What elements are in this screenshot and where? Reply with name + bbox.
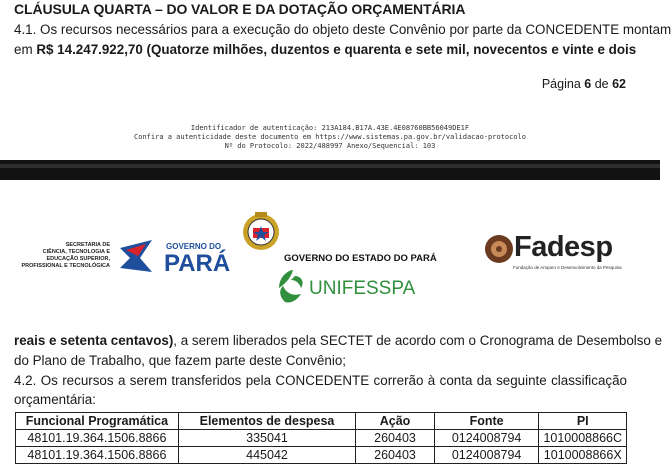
cell-pi: 1010008866X bbox=[539, 447, 627, 464]
col-header-elementos: Elementos de despesa bbox=[178, 413, 355, 430]
col-header-pi: PI bbox=[539, 413, 627, 430]
sectet-line-3: EDUCAÇÃO SUPERIOR, bbox=[46, 256, 110, 262]
fadesp-subtitle: Fundação de Amparo e Desenvolvimento da Pesquisa bbox=[513, 265, 622, 270]
cell-acao: 260403 bbox=[356, 430, 435, 447]
governo-para-logo bbox=[118, 238, 238, 277]
unifesspa-logo bbox=[275, 266, 416, 306]
para-star-shape bbox=[120, 240, 152, 272]
coat-of-arms-crown bbox=[255, 212, 267, 217]
auth-verify-url: Confira a autenticidade deste documento em https://www.sistemas.pa.gov.br/validacao-protocolo bbox=[134, 133, 526, 141]
cell-funcional: 48101.19.364.1506.8866 bbox=[16, 447, 179, 464]
unifesspa-leaf-bottom bbox=[280, 286, 301, 303]
paragraph-4-1-amount: R$ 14.247.922,70 (Quatorze milhões, duzentos e quarenta e sete mil, novecentos e vinte e dois bbox=[36, 42, 637, 57]
sectet-line-4: PROFISSIONAL E TECNOLÓGICA bbox=[21, 263, 110, 269]
clause-heading: CLÁUSULA QUARTA – DO VALOR E DA DOTAÇÃO ORÇAMENTÁRIA bbox=[14, 1, 466, 17]
fadesp-emblem-core bbox=[496, 246, 502, 252]
sectet-line-1: SECRETARIA DE bbox=[65, 242, 110, 248]
auth-protocol: Nº do Protocolo: 2022/488997 Anexo/Sequencial: 103 bbox=[224, 142, 436, 150]
continuation-line1 bbox=[14, 333, 663, 348]
table-row bbox=[16, 430, 627, 447]
col-header-funcional: Funcional Programática bbox=[16, 413, 179, 430]
paragraph-4-1-line2 bbox=[14, 42, 637, 57]
continuation-amount-end: reais e setenta centavos) bbox=[14, 333, 174, 348]
page-label: Página bbox=[541, 77, 581, 91]
para-word: PARÁ bbox=[164, 250, 231, 277]
cell-pi: 1010008866C bbox=[539, 430, 627, 447]
cell-elemento: 445042 bbox=[178, 447, 355, 464]
cell-fonte: 0124008794 bbox=[434, 447, 539, 464]
cell-acao: 260403 bbox=[356, 447, 435, 464]
paragraph-4-1-line1: 4.1. Os recursos necessários para a execução do objeto deste Convênio por parte da CONCEDENTE montam bbox=[14, 22, 671, 37]
cell-fonte: 0124008794 bbox=[434, 430, 539, 447]
auth-identifier: Identificador de autenticação: 213A184.B17A.43E.4E08760BB56049DE1F bbox=[190, 124, 470, 132]
col-header-fonte: Fonte bbox=[434, 413, 539, 430]
page-total: 62 bbox=[612, 77, 626, 91]
fadesp-wordmark: Fadesp bbox=[514, 231, 613, 263]
page-of: de bbox=[594, 77, 609, 91]
cell-funcional: 48101.19.364.1506.8866 bbox=[16, 430, 179, 447]
page-current: 6 bbox=[584, 77, 592, 91]
sectet-logo-text bbox=[20, 242, 110, 270]
governo-estado-text: GOVERNO DO ESTADO DO PARÁ bbox=[284, 253, 437, 264]
sectet-line-2: CIÊNCIA, TECNOLOGIA E bbox=[42, 249, 110, 255]
coat-of-arms-icon bbox=[240, 210, 282, 254]
unifesspa-text: UNIFESSPA bbox=[309, 278, 416, 299]
budget-classification-table bbox=[15, 412, 627, 464]
page-number bbox=[542, 77, 626, 91]
unifesspa-leaf-right bbox=[291, 276, 303, 288]
paragraph-4-2-line2: orçamentária: bbox=[14, 392, 96, 407]
paragraph-4-2-line1: 4.2. Os recursos a serem transferidos pela CONCEDENTE correrão à conta da seguinte classificação bbox=[14, 373, 627, 388]
governo-do-text: GOVERNO DO bbox=[166, 242, 222, 251]
page-break bbox=[0, 160, 660, 180]
fadesp-emblem-icon bbox=[484, 234, 514, 264]
table-header-row bbox=[16, 413, 627, 430]
table-row bbox=[16, 447, 627, 464]
continuation-rest: , a serem liberados pela SECTET de acordo com o Cronograma de Desembolso e bbox=[173, 333, 663, 348]
unifesspa-leaf-left bbox=[279, 270, 293, 288]
col-header-acao: Ação bbox=[356, 413, 435, 430]
paragraph-4-1-prefix: em bbox=[14, 42, 33, 57]
cell-elemento: 335041 bbox=[178, 430, 355, 447]
continuation-line2: do Plano de Trabalho, que fazem parte deste Convênio; bbox=[14, 353, 347, 368]
